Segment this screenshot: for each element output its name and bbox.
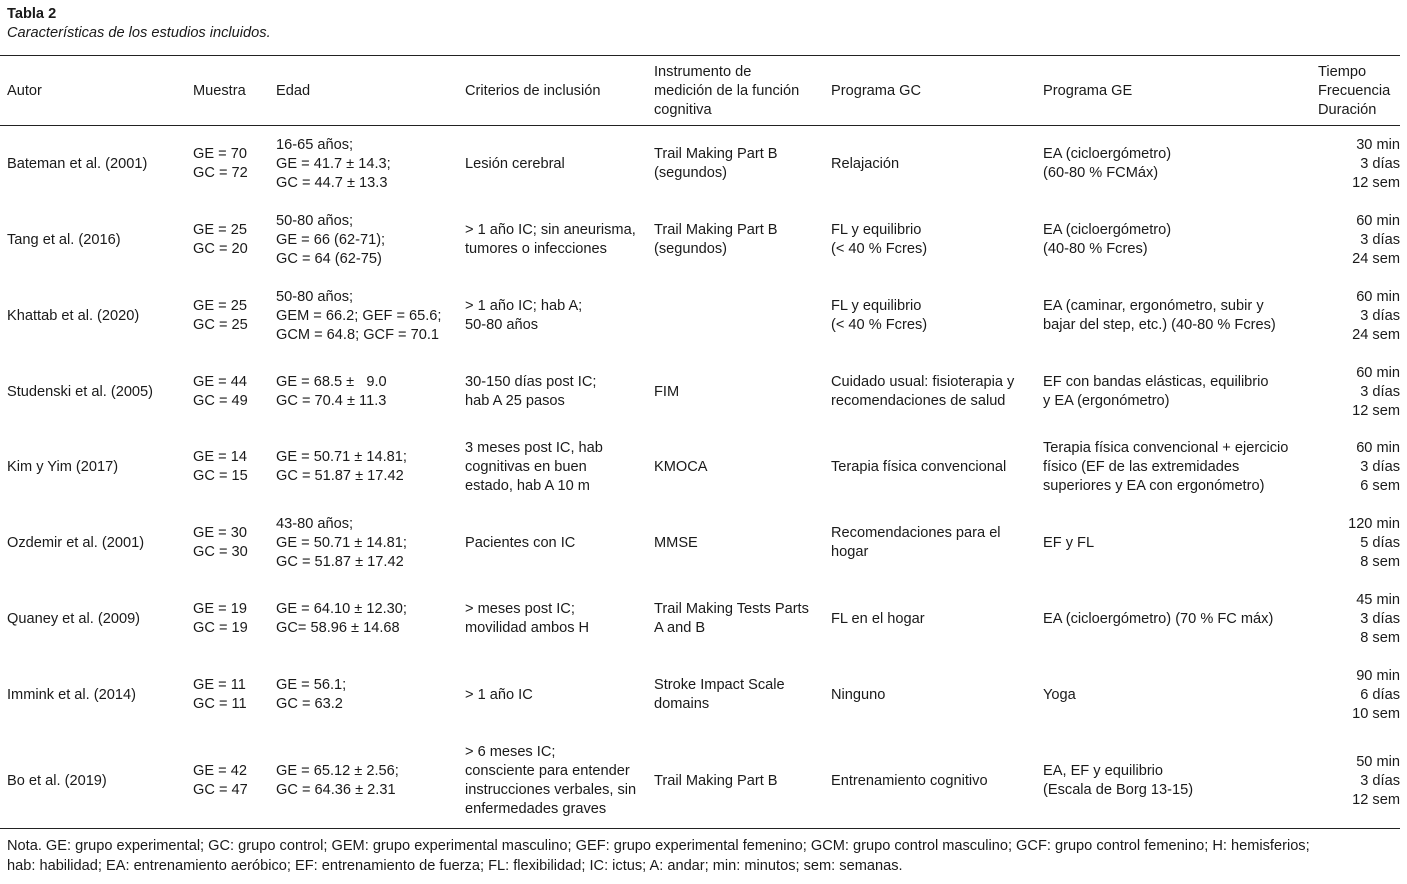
- cell-tiempo: [1348, 515, 1400, 572]
- cell-line: 50-80 años;: [276, 289, 354, 305]
- cell-line: GC = 51.87 ± 17.42: [276, 468, 404, 484]
- cell-line: Stroke Impact Scale: [654, 677, 785, 693]
- cell-autor: [7, 772, 107, 791]
- cell-line: > 1 año IC; sin aneurisma,: [465, 222, 636, 238]
- cell-line: 60 min: [1356, 365, 1400, 381]
- cell-line: 3 días: [1360, 156, 1400, 172]
- cell-line: físico (EF de las extremidades: [1043, 459, 1240, 475]
- cell-autor: [7, 686, 136, 705]
- cell-criterios: [465, 686, 533, 705]
- cell-line: movilidad ambos H: [465, 620, 590, 636]
- cell-tiempo: [1352, 288, 1400, 345]
- cell-line: domains: [654, 696, 710, 712]
- cell-edad: [276, 676, 346, 714]
- cell-line: superiores y EA con ergonómetro): [1043, 478, 1265, 494]
- cell-line: EA (cicloergómetro) (70 % FC máx): [1043, 611, 1274, 627]
- cell-line: 24 sem: [1352, 251, 1400, 267]
- cell-line: GE = 44: [193, 374, 247, 390]
- cell-line: EA (cicloergómetro): [1043, 146, 1172, 162]
- cell-muestra: [193, 145, 248, 183]
- cell-criterios: [465, 155, 565, 174]
- cell-criterios: [465, 439, 603, 496]
- table-subtitle: Características de los estudios incluidos.: [7, 25, 271, 41]
- table-title: Tabla 2: [7, 6, 57, 22]
- cell-line: Terapia física convencional: [831, 459, 1007, 475]
- cell-line: estado, hab A 10 m: [465, 478, 590, 494]
- cell-line: instrucciones verbales, sin: [465, 782, 637, 798]
- cell-line: Trail Making Part B: [654, 222, 778, 238]
- cell-line: 8 sem: [1360, 554, 1400, 570]
- cell-line: Entrenamiento cognitivo: [831, 773, 988, 789]
- cell-line: 12 sem: [1352, 175, 1400, 191]
- cell-muestra: [193, 600, 248, 638]
- cell-programa-gc: [831, 221, 927, 259]
- cell-line: EF con bandas elásticas, equilibrio: [1043, 374, 1269, 390]
- cell-line: 3 días: [1360, 384, 1400, 400]
- cell-criterios: [465, 297, 582, 335]
- header-programa-gc: Programa GC: [831, 83, 922, 99]
- cell-line: 120 min: [1348, 516, 1400, 532]
- cell-line: GC = 72: [193, 165, 248, 181]
- cell-line: GE = 56.1;: [276, 677, 347, 693]
- cell-line: > 1 año IC; hab A;: [465, 298, 583, 314]
- cell-line: Ninguno: [831, 687, 886, 703]
- cell-line: (< 40 % Fcres): [831, 317, 928, 333]
- cell-criterios: [465, 743, 636, 819]
- cell-line: GC = 49: [193, 393, 248, 409]
- cell-line: 24 sem: [1352, 327, 1400, 343]
- bottom-rule: [0, 828, 1400, 829]
- cell-criterios: [465, 373, 596, 411]
- cell-line: GE = 14: [193, 449, 247, 465]
- cell-line: Studenski et al. (2005): [7, 384, 154, 400]
- cell-line: GC = 19: [193, 620, 248, 636]
- note-line: Nota. GE: grupo experimental; GC: grupo control; GEM: grupo experimental masculino; GEF: grupo experimental femenino; GCM: grupo control masculino; GCF: grupo control femenino; H: hemisferios;: [7, 838, 1310, 854]
- cell-tiempo: [1352, 212, 1400, 269]
- cell-muestra: [193, 221, 248, 259]
- cell-line: GE = 25: [193, 222, 247, 238]
- cell-line: FL en el hogar: [831, 611, 925, 627]
- cell-line: Trail Making Part B: [654, 146, 778, 162]
- cell-line: (40-80 % Fcres): [1043, 241, 1148, 257]
- cell-line: FIM: [654, 384, 680, 400]
- header-instrumento: Instrumento de medición de la función cognitiva: [654, 64, 800, 118]
- cell-programa-gc: [831, 772, 988, 791]
- cell-programa-ge: [1043, 686, 1076, 705]
- cell-line: GC = 25: [193, 317, 248, 333]
- cell-edad: [276, 515, 407, 572]
- cell-line: 16-65 años;: [276, 137, 354, 153]
- cell-instrumento: [654, 145, 778, 183]
- cell-line: Pacientes con IC: [465, 535, 576, 551]
- cell-muestra: [193, 524, 248, 562]
- cell-line: GC = 20: [193, 241, 248, 257]
- cell-line: 6 sem: [1360, 478, 1400, 494]
- cell-autor: [7, 534, 144, 553]
- cell-line: Cuidado usual: fisioterapia y: [831, 374, 1015, 390]
- cell-line: 3 días: [1360, 459, 1400, 475]
- cell-instrumento: [654, 221, 778, 259]
- header-criterios: Criterios de inclusión: [465, 83, 601, 99]
- cell-line: 30 min: [1356, 137, 1400, 153]
- cell-line: Khattab et al. (2020): [7, 308, 140, 324]
- cell-line: MMSE: [654, 535, 698, 551]
- header-tiempo: Tiempo Frecuencia Duración: [1318, 64, 1391, 118]
- cell-line: GCM = 64.8; GCF = 70.1: [276, 327, 440, 343]
- cell-line: Kim y Yim (2017): [7, 459, 119, 475]
- header-autor: Autor: [7, 83, 42, 99]
- cell-autor: [7, 610, 140, 629]
- cell-edad: [276, 212, 385, 269]
- cell-tiempo: [1352, 364, 1400, 421]
- cell-instrumento: [654, 458, 708, 477]
- cell-line: Ozdemir et al. (2001): [7, 535, 145, 551]
- cell-line: 12 sem: [1352, 792, 1400, 808]
- cell-line: > meses post IC;: [465, 601, 575, 617]
- cell-tiempo: [1356, 439, 1400, 496]
- cell-line: FL y equilibrio: [831, 298, 922, 314]
- cell-line: Yoga: [1043, 687, 1076, 703]
- cell-line: bajar del step, etc.) (40-80 % Fcres): [1043, 317, 1276, 333]
- cell-programa-ge: [1043, 297, 1276, 335]
- cell-programa-ge: [1043, 762, 1193, 800]
- table-caption: [7, 5, 271, 43]
- cell-line: 3 días: [1360, 773, 1400, 789]
- cell-line: GE = 42: [193, 763, 247, 779]
- cell-line: GE = 41.7 ± 14.3;: [276, 156, 391, 172]
- cell-tiempo: [1352, 667, 1400, 724]
- cell-tiempo: [1356, 591, 1400, 648]
- cell-line: (segundos): [654, 241, 728, 257]
- cell-instrumento: [654, 600, 809, 638]
- cell-line: hogar: [831, 544, 869, 560]
- cell-autor: [7, 155, 147, 174]
- cell-line: GC = 15: [193, 468, 248, 484]
- cell-line: y EA (ergonómetro): [1043, 393, 1170, 409]
- cell-line: GC = 70.4 ± 11.3: [276, 393, 387, 409]
- cell-instrumento: [654, 383, 679, 402]
- cell-programa-gc: [831, 458, 1006, 477]
- cell-line: Quaney et al. (2009): [7, 611, 141, 627]
- cell-line: A and B: [654, 620, 706, 636]
- cell-line: Bateman et al. (2001): [7, 156, 148, 172]
- header-programa-ge: Programa GE: [1043, 83, 1133, 99]
- cell-line: 12 sem: [1352, 403, 1400, 419]
- cell-line: 90 min: [1356, 668, 1400, 684]
- cell-line: (Escala de Borg 13-15): [1043, 782, 1194, 798]
- cell-line: recomendaciones de salud: [831, 393, 1006, 409]
- cell-line: consciente para entender: [465, 763, 630, 779]
- cell-line: GE = 68.5 ± 9.0: [276, 374, 387, 390]
- cell-criterios: [465, 600, 589, 638]
- header-rule: [0, 125, 1400, 126]
- cell-line: Trail Making Tests Parts: [654, 601, 809, 617]
- cell-autor: [7, 307, 139, 326]
- cell-programa-ge: [1043, 610, 1273, 629]
- cell-edad: [276, 448, 407, 486]
- cell-programa-gc: [831, 610, 925, 629]
- cell-line: EA (caminar, ergonómetro, subir y: [1043, 298, 1264, 314]
- cell-line: GC = 11: [193, 696, 247, 712]
- cell-line: GC = 30: [193, 544, 248, 560]
- cell-tiempo: [1352, 136, 1400, 193]
- cell-line: 50-80 años: [465, 317, 539, 333]
- cell-line: GE = 30: [193, 525, 247, 541]
- cell-line: GC = 64.36 ± 2.31: [276, 782, 396, 798]
- cell-autor: [7, 231, 121, 250]
- cell-line: GE = 50.71 ± 14.81;: [276, 449, 407, 465]
- top-rule: [0, 55, 1400, 56]
- cell-programa-gc: [831, 297, 927, 335]
- cell-edad: [276, 136, 391, 193]
- header-edad: Edad: [276, 83, 311, 99]
- cell-line: GE = 19: [193, 601, 247, 617]
- cell-programa-ge: [1043, 439, 1288, 496]
- cell-instrumento: [654, 772, 778, 791]
- cell-line: GE = 70: [193, 146, 247, 162]
- table-note: [7, 836, 1402, 876]
- cell-line: 60 min: [1356, 213, 1400, 229]
- cell-line: 3 días: [1360, 308, 1400, 324]
- cell-line: 43-80 años;: [276, 516, 354, 532]
- cell-programa-gc: [831, 373, 1014, 411]
- cell-line: Lesión cerebral: [465, 156, 565, 172]
- cell-edad: [276, 288, 441, 345]
- cell-line: (< 40 % Fcres): [831, 241, 928, 257]
- cell-line: GE = 25: [193, 298, 247, 314]
- cell-line: GEM = 66.2; GEF = 65.6;: [276, 308, 442, 324]
- cell-line: KMOCA: [654, 459, 708, 475]
- cell-line: 10 sem: [1352, 706, 1400, 722]
- cell-edad: [276, 762, 399, 800]
- cell-line: Immink et al. (2014): [7, 687, 136, 703]
- cell-line: GE = 50.71 ± 14.81;: [276, 535, 407, 551]
- cell-line: GC= 58.96 ± 14.68: [276, 620, 400, 636]
- cell-line: > 6 meses IC;: [465, 744, 556, 760]
- cell-line: GE = 65.12 ± 2.56;: [276, 763, 399, 779]
- cell-instrumento: [654, 676, 785, 714]
- cell-line: 3 días: [1360, 232, 1400, 248]
- cell-line: 50-80 años;: [276, 213, 354, 229]
- cell-instrumento: [654, 534, 698, 553]
- cell-line: GC = 44.7 ± 13.3: [276, 175, 388, 191]
- cell-line: EA (cicloergómetro): [1043, 222, 1172, 238]
- cell-line: 30-150 días post IC;: [465, 374, 597, 390]
- cell-line: GE = 66 (62-71);: [276, 232, 386, 248]
- cell-autor: [7, 458, 118, 477]
- cell-line: enfermedades graves: [465, 801, 607, 817]
- cell-line: GC = 47: [193, 782, 248, 798]
- cell-line: GE = 64.10 ± 12.30;: [276, 601, 407, 617]
- cell-muestra: [193, 762, 248, 800]
- cell-line: cognitivas en buen: [465, 459, 587, 475]
- cell-line: (segundos): [654, 165, 728, 181]
- cell-programa-ge: [1043, 221, 1171, 259]
- cell-line: 50 min: [1356, 754, 1400, 770]
- cell-line: Relajación: [831, 156, 900, 172]
- cell-tiempo: [1352, 753, 1400, 810]
- cell-edad: [276, 600, 407, 638]
- cell-autor: [7, 383, 153, 402]
- cell-line: 6 días: [1360, 687, 1400, 703]
- cell-programa-ge: [1043, 534, 1094, 553]
- cell-line: > 1 año IC: [465, 687, 533, 703]
- cell-edad: [276, 373, 387, 411]
- cell-programa-ge: [1043, 145, 1171, 183]
- cell-muestra: [193, 676, 247, 714]
- cell-line: GC = 63.2: [276, 696, 343, 712]
- cell-line: 3 días: [1360, 611, 1400, 627]
- cell-line: Recomendaciones para el: [831, 525, 1001, 541]
- cell-programa-ge: [1043, 373, 1269, 411]
- cell-line: Tang et al. (2016): [7, 232, 121, 248]
- cell-programa-gc: [831, 155, 899, 174]
- cell-line: (60-80 % FCMáx): [1043, 165, 1159, 181]
- cell-line: GC = 51.87 ± 17.42: [276, 554, 404, 570]
- header-muestra: Muestra: [193, 83, 246, 99]
- cell-line: GE = 11: [193, 677, 246, 693]
- cell-muestra: [193, 297, 248, 335]
- cell-programa-gc: [831, 686, 885, 705]
- cell-line: Terapia física convencional + ejercicio: [1043, 440, 1289, 456]
- cell-line: EF y FL: [1043, 535, 1095, 551]
- cell-muestra: [193, 373, 248, 411]
- cell-line: GC = 64 (62-75): [276, 251, 382, 267]
- cell-programa-gc: [831, 524, 1001, 562]
- note-line: hab: habilidad; EA: entrenamiento aeróbico; EF: entrenamiento de fuerza; FL: flexibilidad; IC: ictus; A: andar; min: minutos; sem: semanas.: [7, 858, 903, 874]
- cell-line: tumores o infecciones: [465, 241, 607, 257]
- cell-criterios: [465, 221, 636, 259]
- cell-line: 45 min: [1356, 592, 1400, 608]
- cell-line: hab A 25 pasos: [465, 393, 565, 409]
- cell-line: Bo et al. (2019): [7, 773, 107, 789]
- cell-criterios: [465, 534, 575, 553]
- cell-line: Trail Making Part B: [654, 773, 778, 789]
- cell-line: 60 min: [1356, 289, 1400, 305]
- cell-line: 60 min: [1356, 440, 1400, 456]
- cell-line: 8 sem: [1360, 630, 1400, 646]
- cell-muestra: [193, 448, 248, 486]
- cell-line: 3 meses post IC, hab: [465, 440, 603, 456]
- cell-line: EA, EF y equilibrio: [1043, 763, 1164, 779]
- cell-line: FL y equilibrio: [831, 222, 922, 238]
- cell-line: 5 días: [1360, 535, 1400, 551]
